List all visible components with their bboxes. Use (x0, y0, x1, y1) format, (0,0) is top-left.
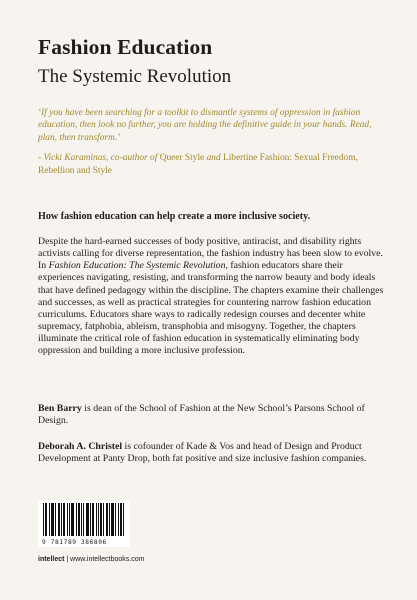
attribution-work-2: Libertine Fashion: Sexual Freedom, Rebellion and Style (38, 153, 358, 176)
footer-separator: | (64, 556, 71, 563)
book-subtitle: The Systemic Revolution (38, 66, 232, 87)
isbn-barcode (38, 500, 130, 547)
author-bio-barry (38, 403, 386, 427)
description-part-1: Despite the hard-earned successes of body positive, antiracist, and disability rights activists calling for diverse representation, the fashion industry has been slow to evolve. In (38, 236, 383, 272)
publisher-footer (38, 556, 144, 563)
attribution-prefix: - Vicki Karaminas, co-author of (38, 153, 160, 164)
barcode-bars (38, 500, 130, 538)
isbn-number: 9 781789 386806 (42, 539, 107, 546)
author-name: Ben Barry (38, 403, 82, 414)
attribution-work-1: Queer Style (159, 153, 205, 164)
book-title: Fashion Education (38, 35, 213, 59)
endorsement-quote (38, 107, 383, 185)
author-bio-text: is cofounder of Kade & Vos and head of Design and Product Development at Panty Drop, both fat positive and size inclusive fashion companies. (38, 441, 367, 465)
author-name: Deborah A. Christel (38, 441, 123, 452)
description-paragraph (38, 236, 386, 358)
publisher-url[interactable]: www.intellectbooks.com (70, 556, 145, 563)
description (38, 236, 386, 368)
description-book-title: Fashion Education: The Systemic Revolution (48, 260, 226, 272)
author-bio-text: is dean of the School of Fashion at the New School’s Parsons School of Design. (38, 403, 365, 427)
quote-attribution (38, 152, 383, 177)
description-part-2: , fashion educators share their experiences navigating, resisting, and transforming the narrow beauty and body ideals that have defined pedagogy within the discipline. The chapters examine their challenges and successes, as well as practical strategies for countering narrow fashion education curriculums. Educators share ways to radically redesign courses and decenter white supremacy, fatphobia, ableism, transphobia and misogyny. Together, the chapters illuminate the critical role of fashion education in systematically eliminating body oppression and building a more inclusive profession. (38, 260, 384, 357)
quote-text: ‘If you have been searching for a toolkit to dismantle systems of oppression in fashion education, then look no further, you are holding the definitive guide in your hands. Read, plan, then transform.’ (38, 108, 372, 143)
attribution-and: and (204, 153, 223, 164)
publisher-brand: intellect (38, 556, 65, 563)
author-bio-christel (38, 441, 386, 465)
lead-sentence: How fashion education can help create a more inclusive society. (38, 211, 311, 222)
